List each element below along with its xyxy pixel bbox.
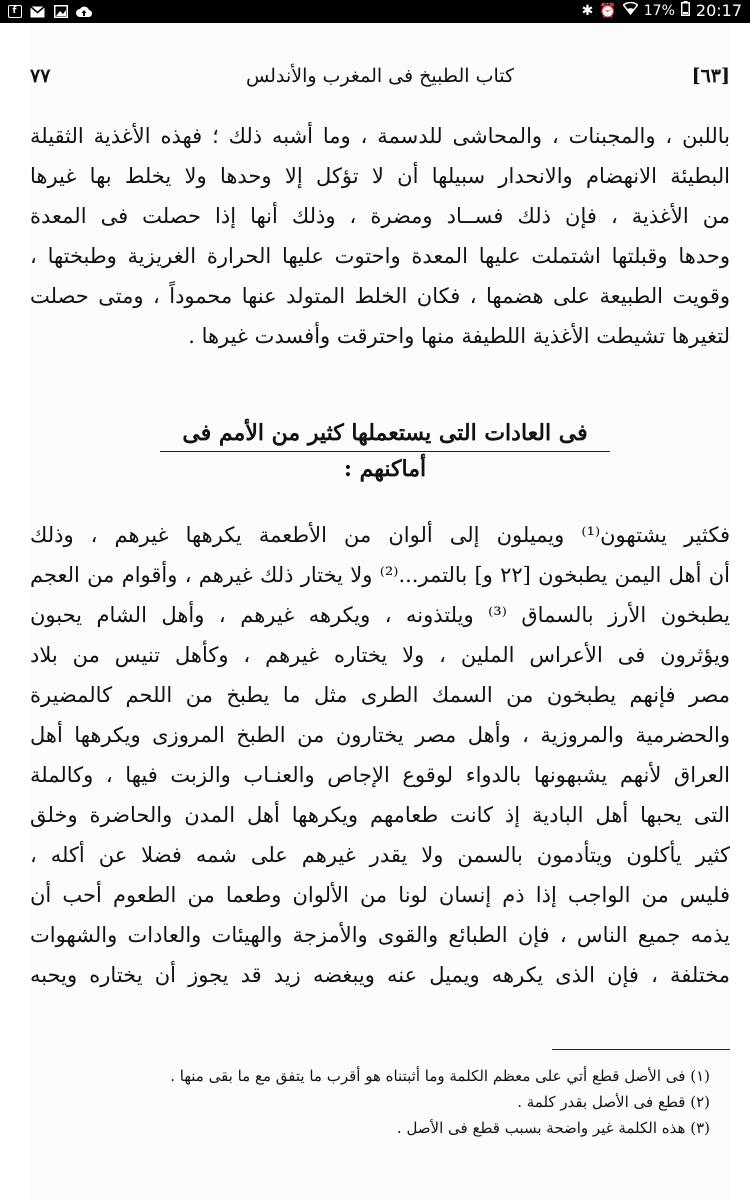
- paragraph-1: [30, 116, 730, 356]
- text-line: مصر فإنهم يطبخون من السمك الطرى مثل ما يطبخ من اللحم كالمضيرة: [30, 683, 730, 707]
- text-line: مختلفة ، فإن الذى يكرهه ويميل عنه ويبغضه زيد قد يجوز أن يختاره ويحبه: [30, 963, 730, 987]
- text-line: العراق لأنهم يشبهونها بالدواء لوقوع الإجاص والعنـاب والزبت فيها ، وكالملة: [30, 763, 730, 787]
- wifi-icon: [623, 2, 638, 19]
- text-line: يطبخون الأرز بالسماق ⁽³⁾ ويلتذونه ، ويكرهه غيرهم ، وأهل الشام يحبون: [30, 603, 730, 627]
- text-line: يذمه جميع الناس ، فإن الطبائع والقوى والأمزجة والهيئات والعادات والشهوات: [30, 923, 730, 947]
- system-tray: [582, 1, 742, 20]
- facebook-icon: f: [6, 3, 23, 20]
- clock: 20:17: [695, 1, 742, 20]
- text-line: لتغيرها تشيطت الأغذية اللطيفة منها واحترقت وأفسدت غيرها .: [188, 324, 730, 348]
- text-line: أن أهل اليمن يطبخون [٢٢ و] بالتمر...⁽²⁾ ولا يختار ذلك غيرهم ، وأقوام من العجم: [30, 563, 730, 587]
- footnote-1: (١) فى الأصل قطع أتي على معظم الكلمة وما أثبتناه هو أقرب ما يتفق مع ما بقى منها .: [170, 1067, 710, 1085]
- gallery-icon: [52, 3, 69, 20]
- text-line: البطيئة الانهضام والانحدار سبيلها أن لا تؤكل إلا وحدها ولا يخلط بها غيرها: [30, 164, 730, 188]
- section-heading: فى العادات التى يستعملها كثير من الأمم فى أماكنهم :: [160, 415, 610, 452]
- mail-icon: [29, 3, 46, 20]
- text-line: باللبن ، والمجبنات ، والمحاشى للدسمة ، وما أشبه ذلك ؛ فهذه الأغذية الثقيلة: [30, 124, 730, 148]
- footnote-3: (٣) هذه الكلمة غير واضحة بسبب قطع فى الأصل .: [396, 1119, 710, 1137]
- status-bar: [0, 0, 750, 23]
- footnote-2: (٢) قطع فى الأصل بقدر كلمة .: [517, 1093, 710, 1111]
- notification-icons: [6, 3, 92, 20]
- text-line: وحدها وقبلتها اشتملت عليها المعدة واحتوت عليها الحرارة الغريزية وطبختها ،: [30, 244, 730, 268]
- page-header: [30, 65, 730, 95]
- page-number: ٧٧: [30, 65, 51, 87]
- text-line: من الأغذية ، فإن ذلك فســاد ومضرة ، وذلك أنها إذا حصلت فى المعدة: [30, 204, 730, 228]
- page-bracket-number: [٦٣]: [691, 65, 730, 87]
- paragraph-2: [30, 515, 730, 995]
- running-title: كتاب الطبيخ فى المغرب والأندلس: [245, 65, 515, 87]
- footnotes: [30, 1063, 730, 1141]
- text-line: فليس من الواجب إذا ذم إنسان لونا من الألوان وطعما من الطعوم أحب أن: [30, 883, 730, 907]
- text-line: كثير يأكلون ويتأدمون بالسمن ولا يقدر غيرهم على شمه فضلا عن أكله ،: [30, 843, 730, 867]
- footnote-divider: [552, 1049, 730, 1050]
- upload-icon: [75, 3, 92, 20]
- text-line: والحضرمية والمروزية ، وأهل مصر يختارون من الطبخ المروزى ويكرهها أهل: [30, 723, 730, 747]
- text-line: التى يحبها أهل البادية إذ كانت طعامهم ويكرهها أهل المدن والحاضرة وخلق: [30, 803, 730, 827]
- text-line: وقويت الطبيعة على هضمها ، فكان الخلط المتولد عنها محموداً ، ومتى حصلت: [30, 284, 730, 308]
- book-page: [30, 23, 730, 1200]
- text-line: فكثير يشتهون⁽¹⁾ ويميلون إلى ألوان من الأطعمة يكرهها غيرهم ، وذلك: [30, 523, 730, 547]
- alarm-icon: ⏰: [599, 2, 617, 19]
- battery-icon: [681, 1, 690, 20]
- text-line: ويؤثرون فى الأعراس الملين ، ولا يختاره غيرهم ، وكأهل تنيس من بلاد: [30, 643, 730, 667]
- bluetooth-icon: ✱: [581, 2, 594, 19]
- battery-percent: 17%: [643, 2, 675, 19]
